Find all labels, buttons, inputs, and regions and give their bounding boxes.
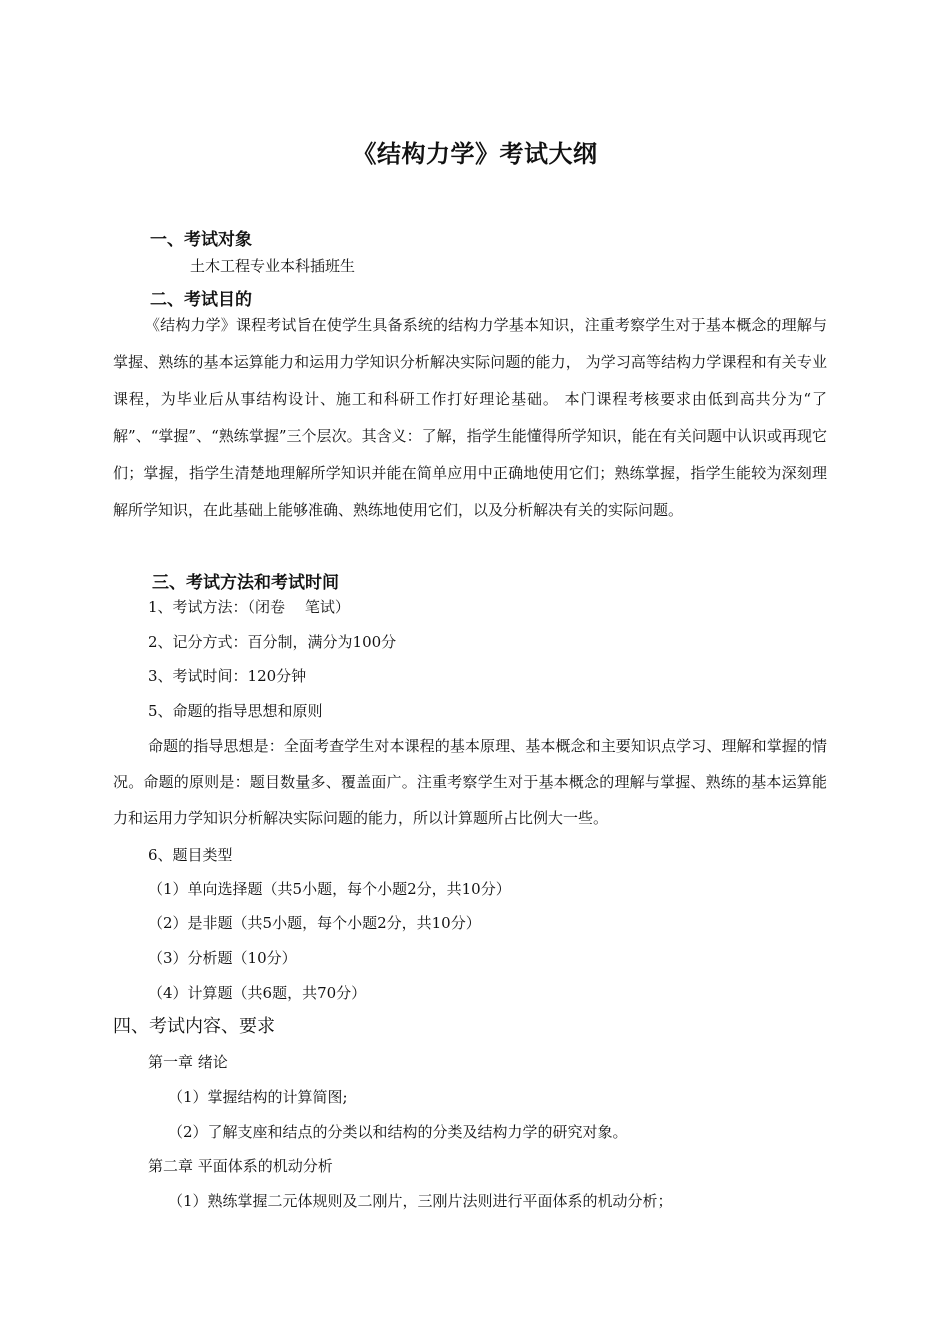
chapter-2-title: 第二章 平面体系的机动分析 xyxy=(148,1157,333,1175)
section-2-heading: 二、考试目的 xyxy=(150,290,252,310)
section-4-heading: 四、考试内容、要求 xyxy=(113,1016,275,1037)
section-2-paragraph: 《结构力学》课程考试旨在使学生具备系统的结构力学基本知识，注重考察学生对于基本概念的理解与掌握、熟练的基本运算能力和运用力学知识分析解决实际问题的能力， 为学习高等结构力学课程和有关专业课程，为毕业后从事结构设计、施工和科研工作打好理论基础。 本门课程考核要求由低到高共分为“了解”、“掌握”、“熟练掌握”三个层次。其含义：了解，指学生能懂得所学知识，能在有关问题中认识或再现它们；掌握，指学生清楚地理解所学知识并能在简单应用中正确地使用它们；熟练掌握，指学生能较为深刻理解所学知识，在此基础上能够准确、熟练地使用它们，以及分析解决有关的实际问题。 xyxy=(113,316,827,519)
section-3-paragraph: 命题的指导思想是：全面考查学生对本课程的基本原理、基本概念和主要知识点学习、理解和掌握的情况。命题的原则是：题目数量多、覆盖面广。注重考察学生对于基本概念的理解与掌握、熟练的基本运算能力和运用力学知识分析解决实际问题的能力，所以计算题所占比例大一些。 xyxy=(113,737,827,827)
section-3-heading: 三、考试方法和考试时间 xyxy=(152,573,339,593)
section-3-item-1: 1、考试方法：（闭卷 笔试） xyxy=(148,598,350,616)
section-1-heading: 一、考试对象 xyxy=(150,230,252,250)
chapter-2-item-1: （1）熟练掌握二元体规则及二刚片，三刚片法则进行平面体系的机动分析； xyxy=(168,1192,673,1210)
question-type-1: （1）单向选择题（共5小题，每个小题2分，共10分） xyxy=(148,880,511,898)
question-type-4: （4）计算题（共6题，共70分） xyxy=(148,984,367,1002)
chapter-1-item-1: （1）掌握结构的计算简图; xyxy=(168,1088,348,1106)
section-3-item-2: 2、记分方式：百分制，满分为100分 xyxy=(148,633,397,651)
question-type-2: （2）是非题（共5小题，每个小题2分，共10分） xyxy=(148,914,481,932)
section-3-item-6: 6、题目类型 xyxy=(148,846,233,864)
section-3-item-3: 3、考试时间：120分钟 xyxy=(148,667,307,685)
chapter-1-item-2: （2）了解支座和结点的分类以和结构的分类及结构力学的研究对象。 xyxy=(168,1123,628,1141)
section-3-item-5: 5、命题的指导思想和原则 xyxy=(148,702,323,720)
question-type-3: （3）分析题（10分） xyxy=(148,949,297,967)
section-1-text: 土木工程专业本科插班生 xyxy=(190,257,356,275)
document-title: 《结构力学》考试大纲 xyxy=(352,140,598,168)
chapter-1-title: 第一章 绪论 xyxy=(148,1053,228,1071)
